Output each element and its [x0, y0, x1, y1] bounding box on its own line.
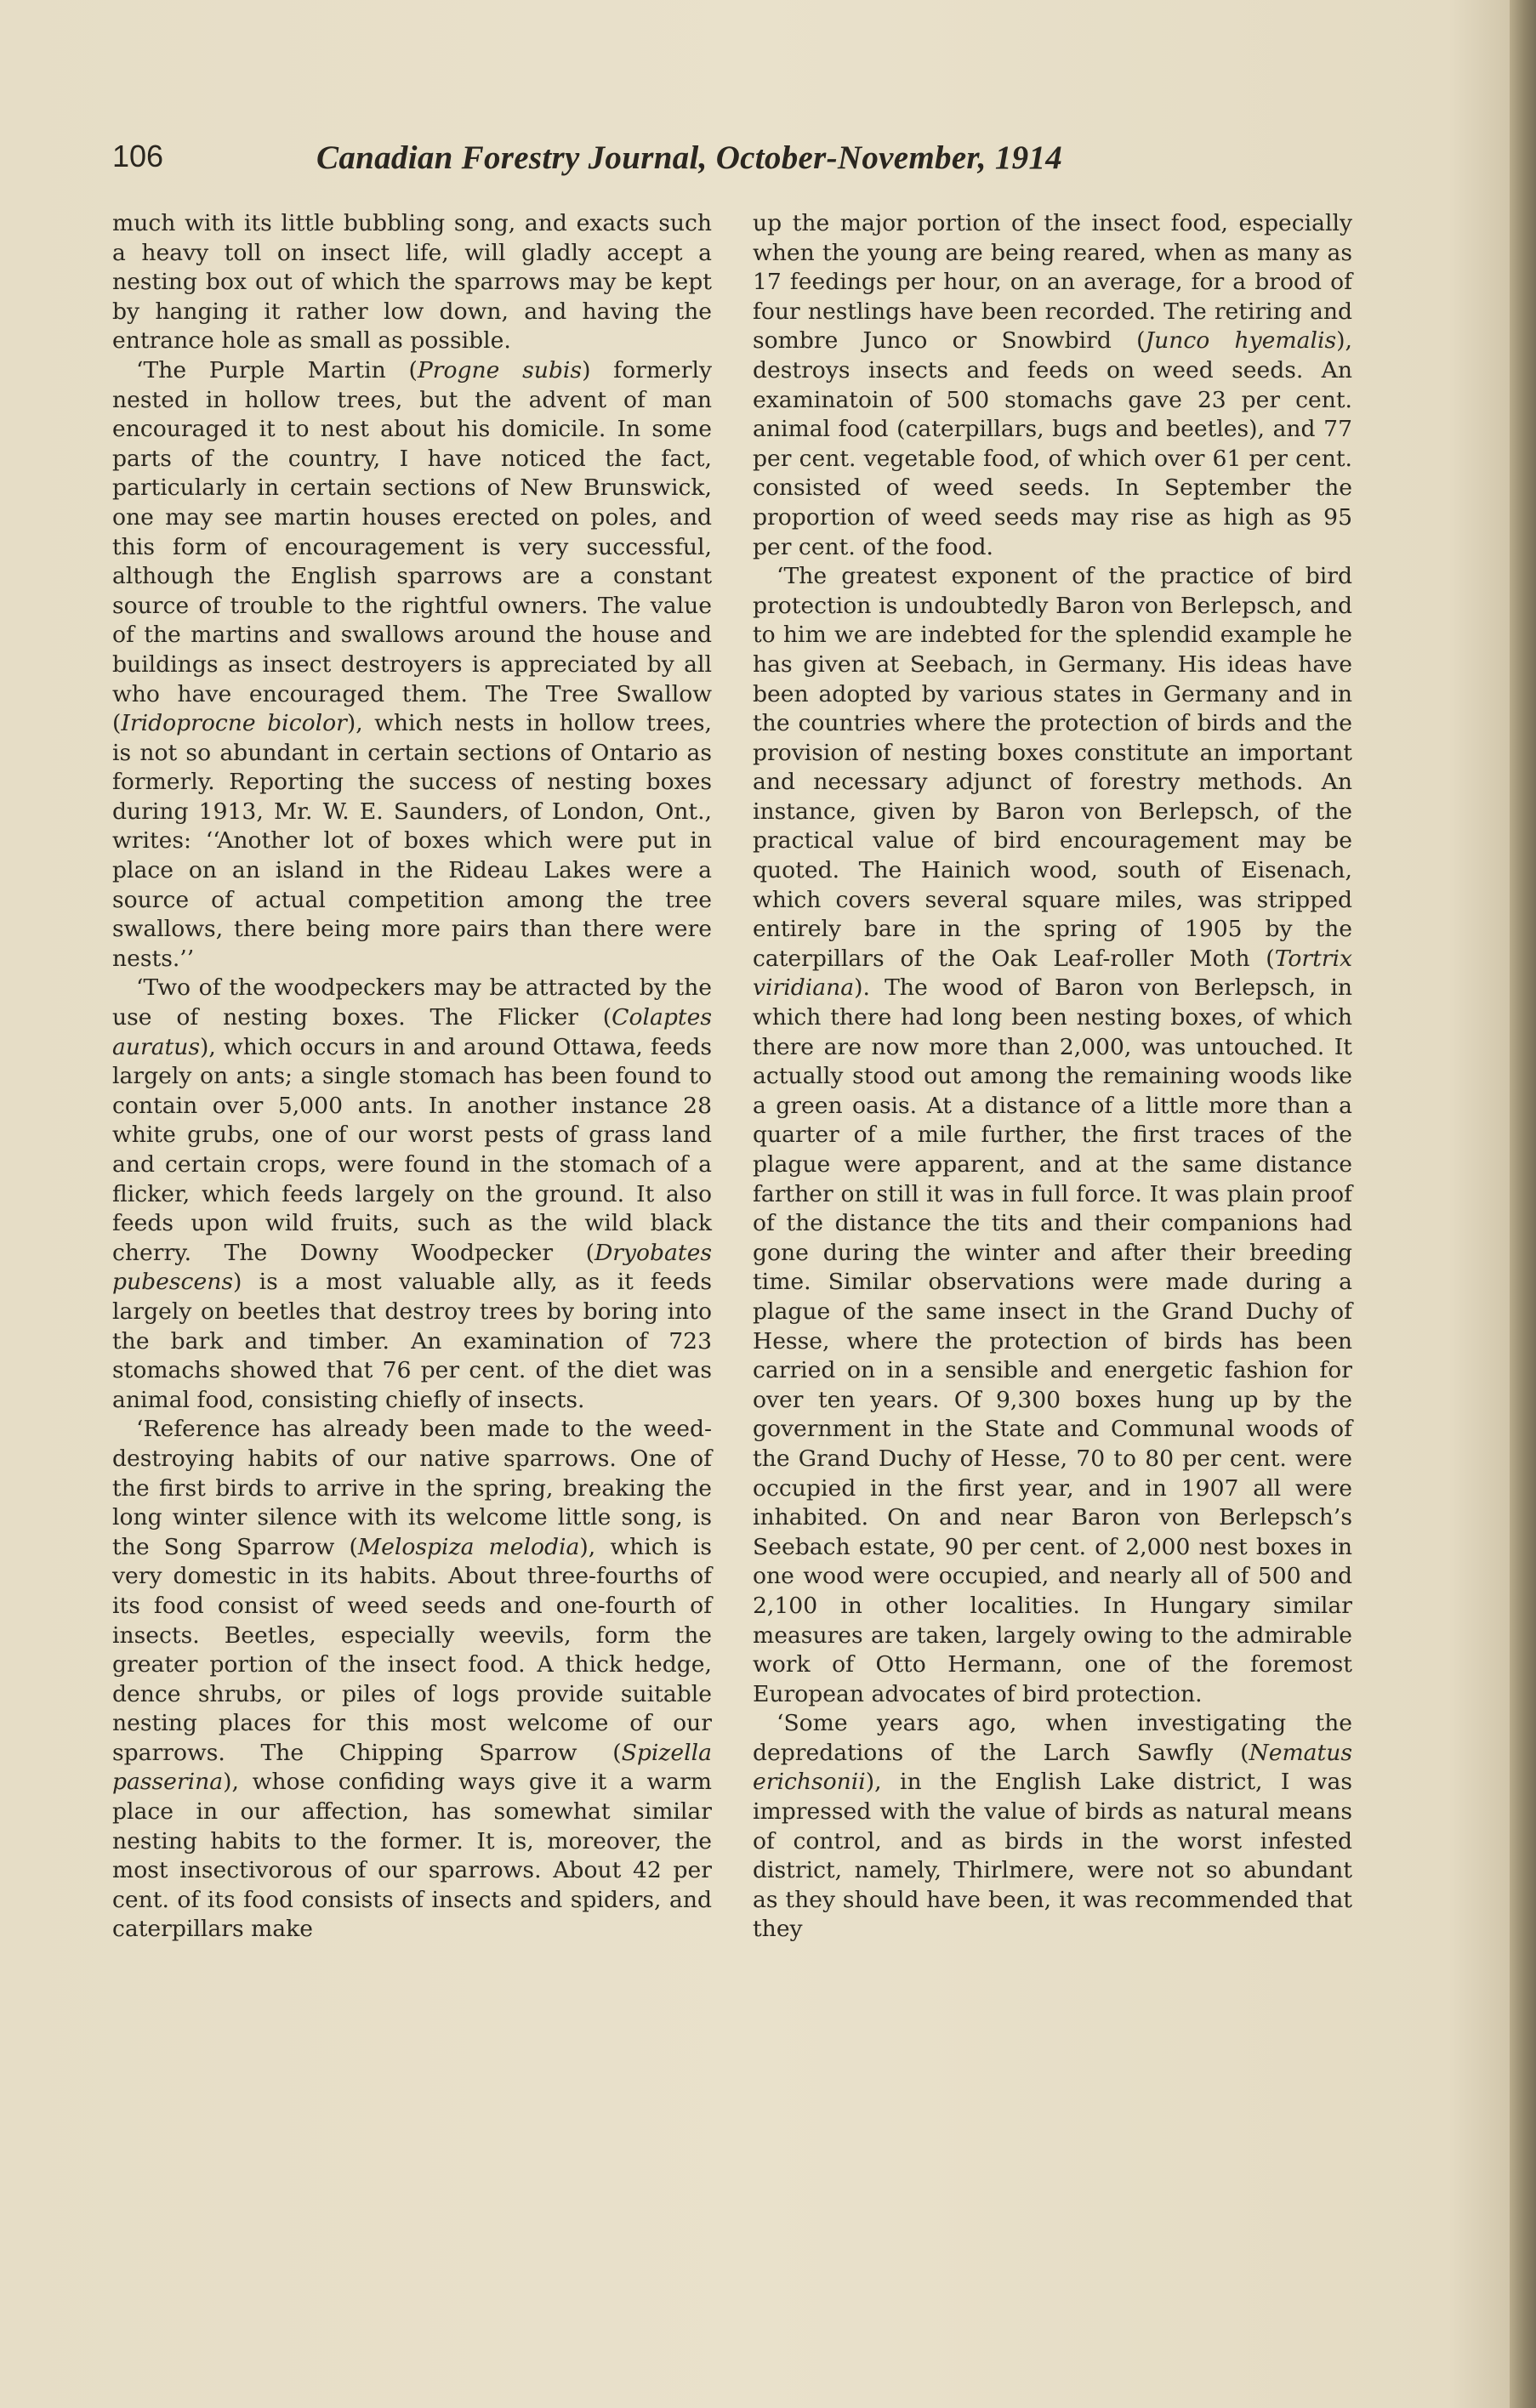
- page-header: [112, 139, 1350, 181]
- text-run: ), destroys insects and feeds on weed seeds. An examinatoin of 500 stomachs gave 23 per cent. animal food (caterpillars, bugs and beetles), and 77 per cent. vegetable food, of which over 61 per cent. consisted of weed seeds. In September the proportion of weed seeds may rise as high as 95 per cent. of the food.: [753, 327, 1352, 560]
- species-name: Dryobates pubescens: [112, 1239, 712, 1296]
- left-column: [112, 209, 712, 1945]
- species-name: Nematus erichsonii: [753, 1739, 1352, 1796]
- text-run: ) formerly nested in hollow trees, but the advent of man encouraged it to nest about his domicile. In some parts of the country, I have noticed the fact, particularly in certain sections of New Brunswick, one may see martin houses erected on poles, and this form of encouragement is very successful, although the English sparrows are a constant source of trouble to the rightful owners. The value of the martins and swallows around the house and buildings as insect destroyers is appreciated by all who have encouraged them. The Tree Swallow (: [112, 356, 712, 737]
- paragraph: [753, 1709, 1352, 1945]
- running-title: Canadian Forestry Journal, October-November, 1914: [316, 139, 1063, 176]
- text-run: ), whose confiding ways give it a warm place in our affection, has somewhat similar nesting habits to the former. It is, moreover, the most insectivorous of our sparrows. About 42 per cent. of its food consists of insects and spiders, and caterpillars make: [112, 1769, 712, 1943]
- right-column: [753, 209, 1352, 1945]
- species-name: Junco hyemalis: [1145, 327, 1337, 355]
- species-name: Spizella passerina: [112, 1739, 712, 1796]
- text-run: ‘The Purple Martin (: [136, 356, 418, 383]
- text-run: ), which occurs in and around Ottawa, feeds largely on ants; a single stomach has been found to contain over 5,000 ants. In another instance 28 white grubs, one of our worst pests of grass land and certain crops, were found in the stomach of a flicker, which feeds largely on the ground. It also feeds upon wild fruits, such as the wild black cherry. The Downy Woodpecker (: [112, 1033, 712, 1266]
- paragraph: [112, 209, 712, 356]
- paragraph: [112, 974, 712, 1415]
- text-run: ) is a most valuable ally, as it feeds largely on beetles that destroy trees by boring into the bark and timber. An examination of 723 stomachs showed that 76 per cent. of the diet was animal food, consisting chiefly of insects.: [112, 1269, 712, 1413]
- paragraph: [112, 1415, 712, 1945]
- text-run: ). The wood of Baron von Berlepsch, in which there had long been nesting boxes, of which there are now more than 2,000, was untouched. It actually stood out among the remaining woods like a green oasis. At a distance of a little more than a quarter of a mile further, the first traces of the plague were apparent, and at the same distance farther on still it was in full force. It was plain proof of the distance the tits and their companions had gone during the winter and after their breeding time. Similar observations were made during a plague of the same insect in the Grand Duchy of Hesse, where the protection of birds has been carried on in a sensible and energetic fashion for over ten years. Of 9,300 boxes hung up by the government in the State and Communal woods of the Grand Duchy of Hesse, 70 to 80 per cent. were occupied in the first year, and in 1907 all were inhabited. On and near Baron von Berlepsch’s Seebach estate, 90 per cent. of 2,000 nest boxes in one wood were occupied, and nearly all of 500 and 2,100 in other localities. In Hungary similar measures are taken, largely owing to the admirable work of Otto Hermann, one of the foremost European advocates of bird protection.: [753, 974, 1352, 1707]
- paragraph: [753, 209, 1352, 562]
- species-name: Melospiza melodia: [357, 1533, 580, 1560]
- text-run: much with its little bubbling song, and exacts such a heavy toll on insect life, will gladly accept a nesting box out of which the sparrows may be kept by hanging it rather low down, and having the entrance hole as small as possible.: [112, 210, 712, 355]
- text-run: ), in the English Lake district, I was impressed with the value of birds as natural means of control, and as birds in the worst infested district, namely, Thirlmere, were not so abundant as they should have been, it was recommended that they: [753, 1769, 1352, 1943]
- species-name: Colaptes auratus: [112, 1004, 712, 1060]
- species-name: Iridoprocne bicolor: [121, 710, 347, 737]
- text-run: ), which is very domestic in its habits. About three-fourths of its food consist of weed seeds and one-fourth of insects. Beetles, especially weevils, form the greater portion of the insect food. A thick hedge, dence shrubs, or piles of logs provide suitable nesting places for this most welcome of our sparrows. The Chipping Sparrow (: [112, 1533, 712, 1766]
- text-run: up the major portion of the insect food, especially when the young are being reared, when as many as 17 feedings per hour, on an average, for a brood of four nestlings have been recorded. The retiring and sombre Junco or Snowbird (: [753, 210, 1352, 355]
- paragraph: [112, 356, 712, 974]
- text-run: ‘Some years ago, when investigating the depredations of the Larch Sawfly (: [753, 1710, 1352, 1766]
- page-number: 106: [112, 139, 164, 173]
- text-run: ), which nests in hollow trees, is not so abundant in certain sections of Ontario as formerly. Reporting the success of nesting boxes during 1913, Mr. W. E. Saunders, of London, Ont., writes: ‘‘Another lot of boxes which were put in place on an island in the Rideau Lakes were a source of actual competition among the tree swallows, there being more pairs than there were nests.’’: [112, 710, 712, 972]
- text-run: ‘The greatest exponent of the practice of bird protection is undoubtedly Baron von Berlepsch, and to him we are indebted for the splendid example he has given at Seebach, in Germany. His ideas have been adopted by various states in Germany and in the countries where the protection of birds and the provision of nesting boxes constitute an important and necessary adjunct of forestry methods. An instance, given by Baron von Berlepsch, of the practical value of bird encouragement may be quoted. The Hainich wood, south of Eisenach, which covers several square miles, was stripped entirely bare in the spring of 1905 by the caterpillars of the Oak Leaf-roller Moth (: [753, 563, 1352, 972]
- species-name: Tortrix viridiana: [753, 945, 1352, 1002]
- text-run: ‘Two of the woodpeckers may be attracted by the use of nesting boxes. The Flicker (: [112, 974, 712, 1031]
- paragraph: [753, 562, 1352, 1709]
- binding-gutter: [1510, 0, 1536, 2408]
- text-run: ‘Reference has already been made to the weed-destroying habits of our native sparrows. One of the first birds to arrive in the spring, breaking the long winter silence with its welcome little song, is the Song Sparrow (: [112, 1416, 712, 1560]
- species-name: Progne subis: [417, 356, 583, 383]
